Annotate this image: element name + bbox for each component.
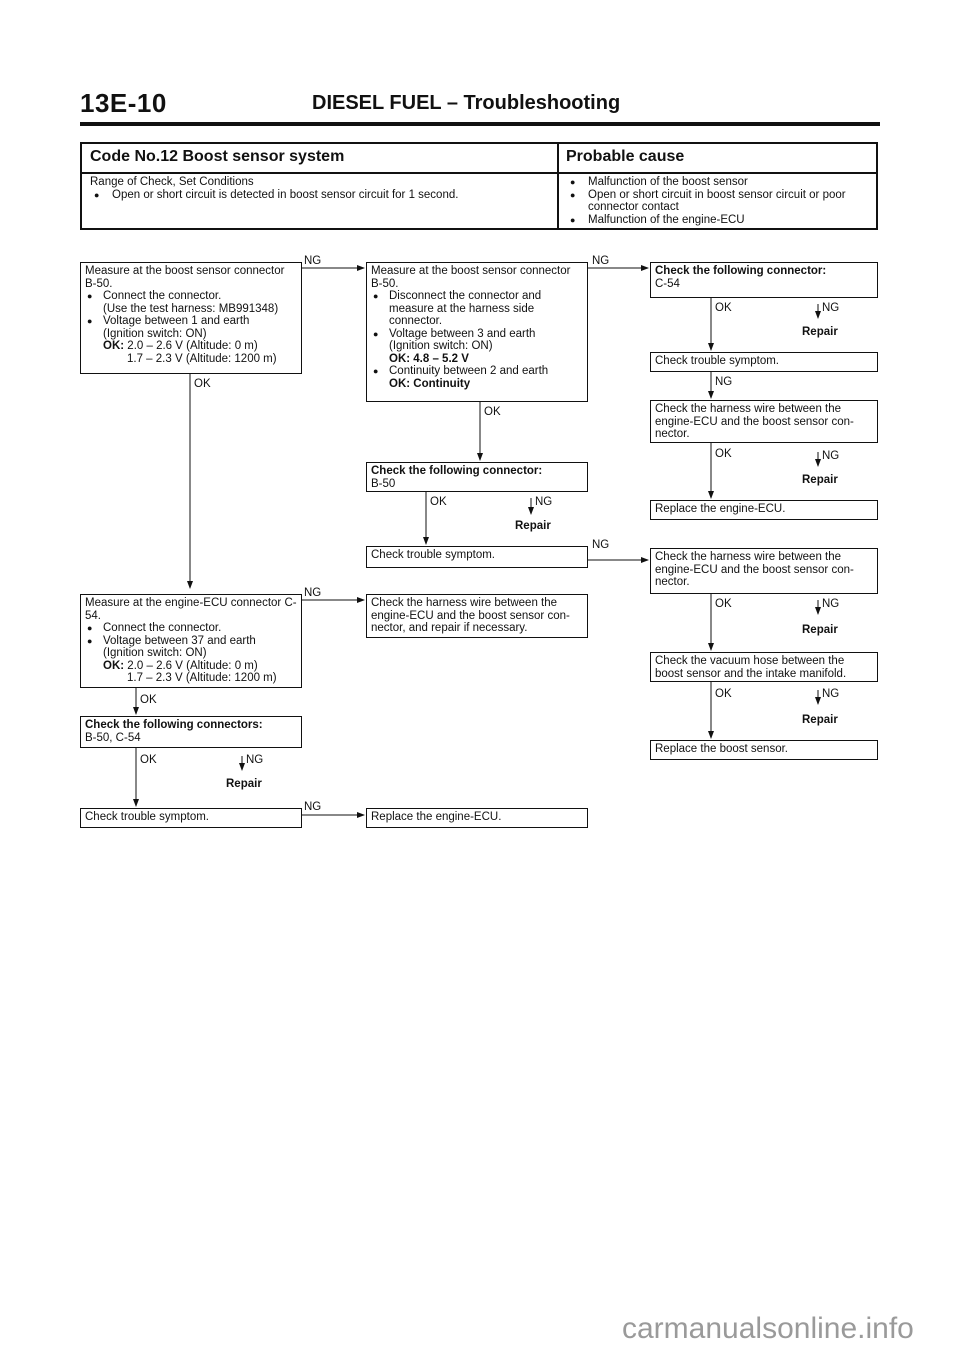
cause-item: ● Malfunction of the engine-ECU (566, 214, 866, 227)
ng-label: NG (592, 539, 610, 551)
code-header: Code No.12 Boost sensor system (90, 148, 345, 165)
repair-label: Repair (802, 714, 838, 726)
step-text: Check the harness wire between the engine-ECU and the boost sensor con-nector. (655, 403, 854, 440)
ng-label: NG (304, 801, 322, 813)
watermark: carmanualsonline.info (622, 1312, 914, 1345)
cause-item: ● Malfunction of the boost sensor (566, 176, 866, 189)
step-text: Check trouble symptom. (85, 811, 209, 823)
step-bullet: ● Connect the connector. (85, 622, 297, 635)
step-bullet: ● Connect the connector. (85, 290, 297, 303)
ok-label: OK (194, 378, 211, 390)
step-box-check-vacuum-hose (650, 652, 878, 682)
step-sub: (Ignition switch: ON) (389, 340, 493, 352)
ok-label: OK (484, 406, 501, 418)
step-text: Replace the engine-ECU. (655, 503, 786, 515)
step-text: Check trouble symptom. (371, 549, 495, 561)
step-box-boost-sensor-harness (366, 262, 588, 402)
ok-label: OK: (103, 340, 125, 352)
step-box-replace-engine-ecu (650, 500, 878, 520)
step-box-check-trouble-symptom (366, 546, 588, 568)
ng-label: NG (822, 450, 840, 462)
page-title: DIESEL FUEL – Troubleshooting (312, 92, 621, 114)
ng-label: NG (822, 598, 840, 610)
step-sub: B-50 (371, 477, 396, 490)
step-box-check-connector-b50 (366, 462, 588, 492)
step-sub: (Ignition switch: ON) (103, 327, 207, 340)
ok-label: OK: (103, 659, 125, 672)
step-text: Replace the boost sensor. (655, 743, 788, 755)
step-bullet: ● Voltage between 37 and earth (85, 635, 297, 648)
step-text: Check trouble symptom. (655, 355, 779, 367)
step-box-boost-sensor-b50 (80, 262, 302, 374)
ng-label: NG (304, 587, 322, 599)
repair-label: Repair (226, 778, 262, 790)
cause-item: ● Open or short circuit in boost sensor circuit or poor connector contact (566, 189, 866, 214)
step-title: Measure at the boost sensor connector B-50. (85, 265, 285, 290)
step-title: Measure at the boost sensor connector B-50. (371, 265, 571, 290)
step-ok-line (85, 660, 297, 673)
ok-label: OK (715, 688, 732, 700)
ng-label: NG (246, 754, 264, 766)
step-box-replace-boost-sensor (650, 740, 878, 760)
step-ok-line (85, 340, 297, 353)
page-number: 13E-10 (80, 88, 167, 118)
step-sub: C-54 (655, 277, 680, 290)
step-title: Check the following connector: (371, 465, 543, 477)
step-bullet: ● Voltage between 3 and earth (371, 328, 583, 341)
step-ok-line-2: 1.7 – 2.3 V (Altitude: 1200 m) (127, 672, 277, 684)
step-bullet: ● Continuity between 2 and earth (371, 365, 583, 378)
repair-label: Repair (802, 326, 838, 338)
step-box-check-trouble-symptom (80, 808, 302, 828)
step-bullet: ● Disconnect the connector and measure at the harness side connector. (371, 290, 583, 328)
ng-label: NG (715, 376, 733, 388)
step-sub: (Ignition switch: ON) (103, 647, 207, 659)
step-box-check-connector-c54 (650, 262, 878, 298)
ok-label: OK (715, 598, 732, 610)
step-box-check-connectors-b50-c54 (80, 716, 302, 748)
step-title: Check the following connector: (655, 265, 827, 277)
ok-value: 2.0 – 2.6 V (Altitude: 0 m) (127, 659, 258, 672)
ok-label: OK (430, 496, 447, 508)
condition-item: ● Open or short circuit is detected in boost sensor circuit for 1 second. (90, 189, 550, 202)
ng-label: NG (592, 255, 610, 267)
ng-label: NG (304, 255, 322, 267)
step-sub: B-50, C-54 (85, 731, 141, 744)
step-text: Check the harness wire between the engine-ECU and the boost sensor con-nector. (655, 551, 854, 588)
cause-header: Probable cause (566, 148, 685, 165)
step-text: Check the vacuum hose between the boost sensor and the intake manifold. (655, 655, 847, 680)
step-box-check-harness-wire (650, 400, 878, 443)
step-ok-line-2: 1.7 – 2.3 V (Altitude: 1200 m) (127, 352, 277, 365)
step-box-check-harness-wire (650, 548, 878, 594)
step-ok-line: OK: Continuity (389, 377, 471, 390)
step-box-engine-ecu-c54 (80, 594, 302, 688)
step-sub: (Use the test harness: MB991348) (103, 302, 279, 315)
step-box-check-harness-repair (366, 594, 588, 638)
step-bullet: ● Voltage between 1 and earth (85, 315, 297, 328)
repair-label: Repair (802, 474, 838, 486)
step-box-replace-engine-ecu (366, 808, 588, 828)
step-ok-line: OK: 4.8 – 5.2 V (389, 352, 469, 365)
repair-label: Repair (515, 520, 551, 532)
step-box-check-trouble-symptom (650, 352, 878, 372)
ok-label: OK (140, 694, 157, 706)
step-title: Check the following connectors: (85, 719, 263, 731)
ng-label: NG (822, 688, 840, 700)
step-text: Check the harness wire between the engine-ECU and the boost sensor con-nector, and repair if necessary. (371, 597, 570, 634)
repair-label: Repair (802, 624, 838, 636)
ok-label: OK (715, 448, 732, 460)
ok-label: OK (715, 302, 732, 314)
step-text: Replace the engine-ECU. (371, 811, 502, 823)
ok-label: OK (140, 754, 157, 766)
ok-value: 2.0 – 2.6 V (Altitude: 0 m) (127, 340, 258, 352)
step-title: Measure at the engine-ECU connector C-54. (85, 597, 297, 622)
conditions-title: Range of Check, Set Conditions (90, 176, 254, 188)
ng-label: NG (535, 496, 553, 508)
ng-label: NG (822, 302, 840, 314)
